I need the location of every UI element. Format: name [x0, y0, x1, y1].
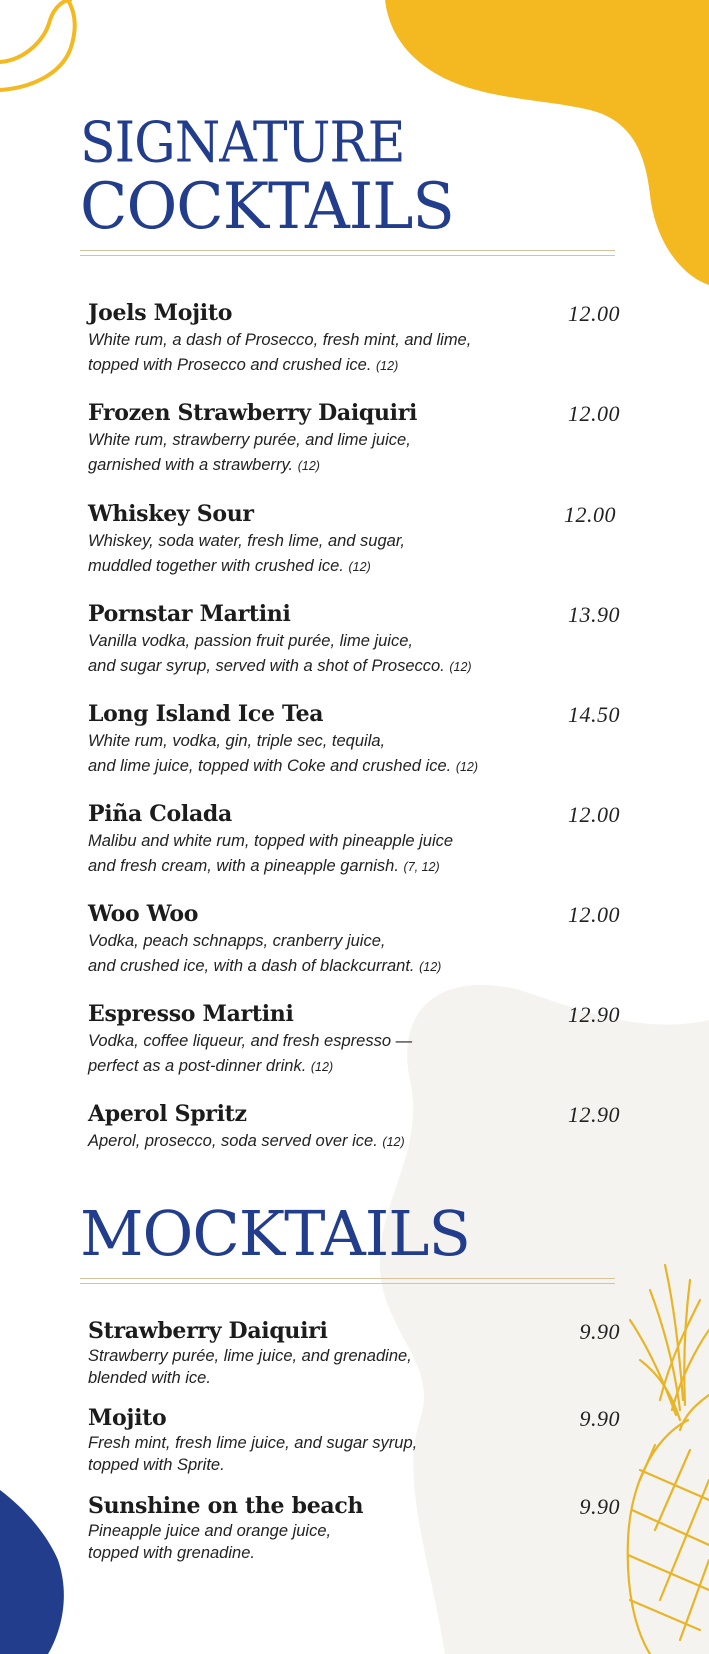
item-name: Sunshine on the beach [88, 1493, 364, 1519]
item-name: Mojito [88, 1405, 167, 1431]
description-line: Whiskey, soda water, fresh lime, and sugar, [88, 532, 406, 550]
description-line: and crushed ice, with a dash of blackcurrant. [88, 957, 415, 975]
description-line: topped with Sprite. [88, 1456, 225, 1474]
item-description [88, 1029, 628, 1080]
item-name: Pornstar Martini [88, 601, 291, 627]
item-description [88, 729, 628, 780]
description-line: Aperol, prosecco, soda served over ice. [88, 1132, 378, 1150]
menu-item-pornstar-martini [88, 600, 628, 680]
description-line: garnished with a strawberry. [88, 456, 294, 474]
description-line: Pineapple juice and orange juice, [88, 1522, 332, 1540]
allergen-codes: (12) [376, 359, 399, 373]
description-line: Malibu and white rum, topped with pineapple juice [88, 832, 454, 850]
menu-item-aperol-spritz [88, 1100, 628, 1155]
menu-item-mojito [88, 1404, 628, 1476]
item-price: 9.90 [579, 1406, 620, 1431]
item-description [88, 328, 628, 379]
item-price: 14.50 [568, 702, 620, 727]
allergen-codes: (12) [449, 660, 472, 674]
description-line: and sugar syrup, served with a shot of Prosecco. [88, 657, 445, 675]
item-name: Frozen Strawberry Daiquiri [88, 400, 418, 426]
item-name: Whiskey Sour [88, 501, 254, 527]
item-description [88, 929, 628, 980]
item-price: 9.90 [579, 1319, 620, 1344]
allergen-codes: (12) [382, 1135, 405, 1149]
description-line: and lime juice, topped with Coke and crushed ice. [88, 757, 452, 775]
description-line: Vodka, coffee liqueur, and fresh espresso — [88, 1032, 413, 1050]
cocktails-divider [80, 250, 615, 256]
item-description [88, 1129, 628, 1155]
item-description [88, 428, 628, 479]
item-description [88, 529, 628, 580]
mocktails-title: MOCKTAILS [80, 1197, 470, 1270]
item-name: Espresso Martini [88, 1001, 294, 1027]
item-price: 12.90 [568, 1002, 620, 1027]
item-name: Aperol Spritz [88, 1101, 247, 1127]
description-line: White rum, vodka, gin, triple sec, tequila, [88, 732, 386, 750]
description-line: and fresh cream, with a pineapple garnish. [88, 857, 399, 875]
item-name: Strawberry Daiquiri [88, 1318, 328, 1344]
allergen-codes: (12) [348, 560, 371, 574]
item-price: 9.90 [579, 1494, 620, 1519]
menu-item-long-island-ice-tea [88, 700, 628, 780]
description-line: Strawberry purée, lime juice, and grenadine, [88, 1347, 412, 1365]
item-price: 12.00 [568, 802, 620, 827]
description-line: Vodka, peach schnapps, cranberry juice, [88, 932, 386, 950]
menu-item-espresso-martini [88, 1000, 628, 1080]
allergen-codes: (7, 12) [403, 860, 440, 874]
allergen-codes: (12) [455, 760, 479, 774]
cocktails-title-line1: SIGNATURE [80, 110, 405, 176]
item-name: Long Island Ice Tea [88, 701, 324, 727]
description-line: Fresh mint, fresh lime juice, and sugar syrup, [88, 1434, 418, 1452]
allergen-codes: (12) [297, 459, 320, 473]
description-line: blended with ice. [88, 1369, 211, 1387]
description-line: White rum, a dash of Prosecco, fresh mint, and lime, [88, 331, 472, 349]
item-price: 13.90 [568, 602, 620, 627]
item-name: Woo Woo [88, 901, 199, 927]
menu-item-whiskey-sour [88, 500, 628, 580]
item-name: Piña Colada [88, 801, 232, 827]
item-description [88, 629, 628, 680]
item-description [88, 1432, 628, 1476]
description-line: White rum, strawberry purée, and lime juice, [88, 431, 411, 449]
menu-item-woo-woo [88, 900, 628, 980]
item-name: Joels Mojito [88, 300, 233, 326]
description-line: topped with grenadine. [88, 1544, 255, 1562]
item-description [88, 829, 628, 880]
allergen-codes: (12) [419, 960, 442, 974]
cocktails-title-line2: COCKTAILS [80, 168, 454, 244]
description-line: muddled together with crushed ice. [88, 557, 344, 575]
item-price: 12.00 [568, 401, 620, 426]
menu-item-pina-colada [88, 800, 628, 880]
description-line: perfect as a post-dinner drink. [88, 1057, 307, 1075]
menu-item-strawberry-daiquiri [88, 1317, 628, 1389]
description-line: topped with Prosecco and crushed ice. [88, 356, 372, 374]
item-price: 12.90 [568, 1102, 620, 1127]
description-line: Vanilla vodka, passion fruit purée, lime juice, [88, 632, 413, 650]
menu-item-frozen-strawberry-daiquiri [88, 399, 628, 479]
menu-item-joels-mojito [88, 299, 628, 379]
allergen-codes: (12) [310, 1060, 334, 1074]
item-price: 12.00 [568, 902, 620, 927]
item-price: 12.00 [568, 301, 620, 326]
item-description [88, 1520, 628, 1564]
menu-item-sunshine-on-the-beach [88, 1492, 628, 1564]
item-description [88, 1345, 628, 1389]
item-price: 12.00 [564, 502, 616, 527]
mocktails-divider [80, 1278, 615, 1284]
